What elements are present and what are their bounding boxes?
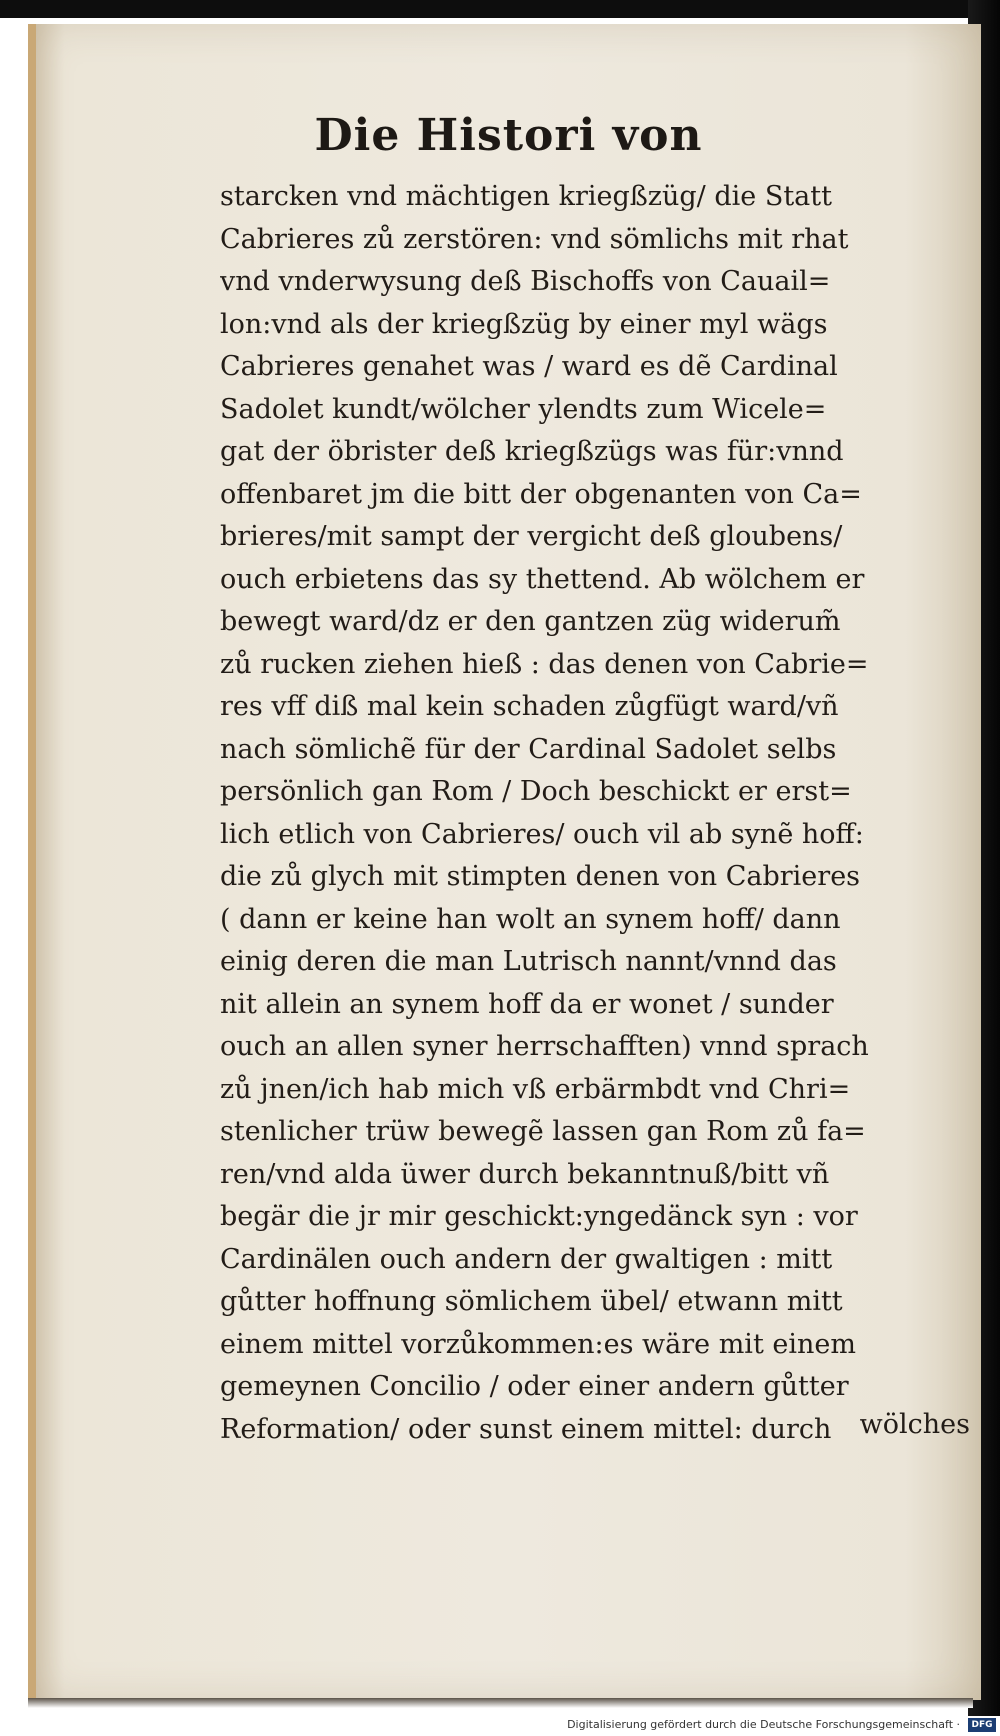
text-line: einig deren die man Lutrisch nannt/vnnd das — [220, 946, 837, 977]
text-line: starcken vnd mächtigen kriegßzüg/ die Statt — [220, 181, 832, 212]
running-head: Die Histori von — [314, 110, 703, 161]
text-line: die zů glych mit stimpten denen von Cabrieres — [220, 861, 861, 892]
text-line: begär die jr mir geschickt:yngedänck syn : vor — [220, 1201, 858, 1232]
text-line: stenlicher trüw bewegẽ lassen gan Rom zů fa= — [220, 1116, 866, 1147]
text-line: Cabrieres genahet was / ward es dẽ Cardinal — [220, 351, 838, 382]
book-page — [28, 24, 981, 1700]
scanner-top-edge — [0, 0, 1000, 18]
text-line: nach sömlichẽ für der Cardinal Sadolet selbs — [220, 733, 837, 765]
text-line: ( dann er keine han wolt an synem hoff/ dann — [220, 903, 841, 935]
page-bottom-shadow — [28, 1698, 973, 1708]
funding-credit: Digitalisierung gefördert durch die Deutsche Forschungsgemeinschaft · — [567, 1718, 960, 1731]
text-line: persönlich gan Rom / Doch beschickt er erst= — [220, 776, 852, 807]
text-line: ren/vnd alda üwer durch bekanntnuß/bitt vñ — [220, 1158, 830, 1190]
digitization-footer — [0, 1716, 1000, 1736]
text-line: lon:vnd als der kriegßzüg by einer myl wägs — [220, 308, 828, 340]
text-line: nit allein an synem hoff da er wonet / sunder — [220, 988, 834, 1020]
text-line: ouch erbietens das sy thettend. Ab wölchem er — [220, 563, 865, 595]
text-line: brieres/mit sampt der vergicht deß gloubens/ — [220, 521, 843, 552]
text-line: bewegt ward/dz er den gantzen züg widerum̃ — [220, 606, 841, 637]
body-text — [220, 176, 970, 1451]
text-line: zů rucken ziehen hieß : das denen von Cabrie= — [220, 648, 869, 680]
text-line: Cardinälen ouch andern der gwaltigen : mitt — [220, 1243, 833, 1275]
text-line: ouch an allen syner herrschafften) vnnd sprach — [220, 1031, 869, 1062]
catchword: wölches — [859, 1409, 970, 1440]
text-line: gůtter hoffnung sömlichem übel/ etwann mitt — [220, 1286, 843, 1317]
text-line: lich etlich von Cabrieres/ ouch vil ab synẽ hoff: — [220, 818, 864, 850]
text-line: vnd vnderwysung deß Bischoffs von Cauail= — [220, 266, 831, 297]
text-line: einem mittel vorzůkommen:es wäre mit einem — [220, 1328, 856, 1360]
text-line: zů jnen/ich hab mich vß erbärmbdt vnd Chri= — [220, 1073, 851, 1105]
text-line: res vff diß mal kein schaden zůgfügt ward/vñ — [220, 691, 839, 722]
text-line: Sadolet kundt/wölcher ylendts zum Wicele= — [220, 393, 827, 425]
text-line: Cabrieres zů zerstören: vnd sömlichs mit rhat — [220, 223, 849, 255]
text-line: gemeynen Concilio / oder einer andern gůtter — [220, 1371, 849, 1402]
dfg-logo-icon: DFG — [968, 1718, 996, 1732]
text-line: offenbaret jm die bitt der obgenanten von Ca= — [220, 478, 862, 510]
text-line: gat der öbrister deß kriegßzügs was für:vnnd — [220, 436, 844, 467]
text-line: Reformation/ oder sunst einem mittel: durch — [220, 1413, 832, 1445]
